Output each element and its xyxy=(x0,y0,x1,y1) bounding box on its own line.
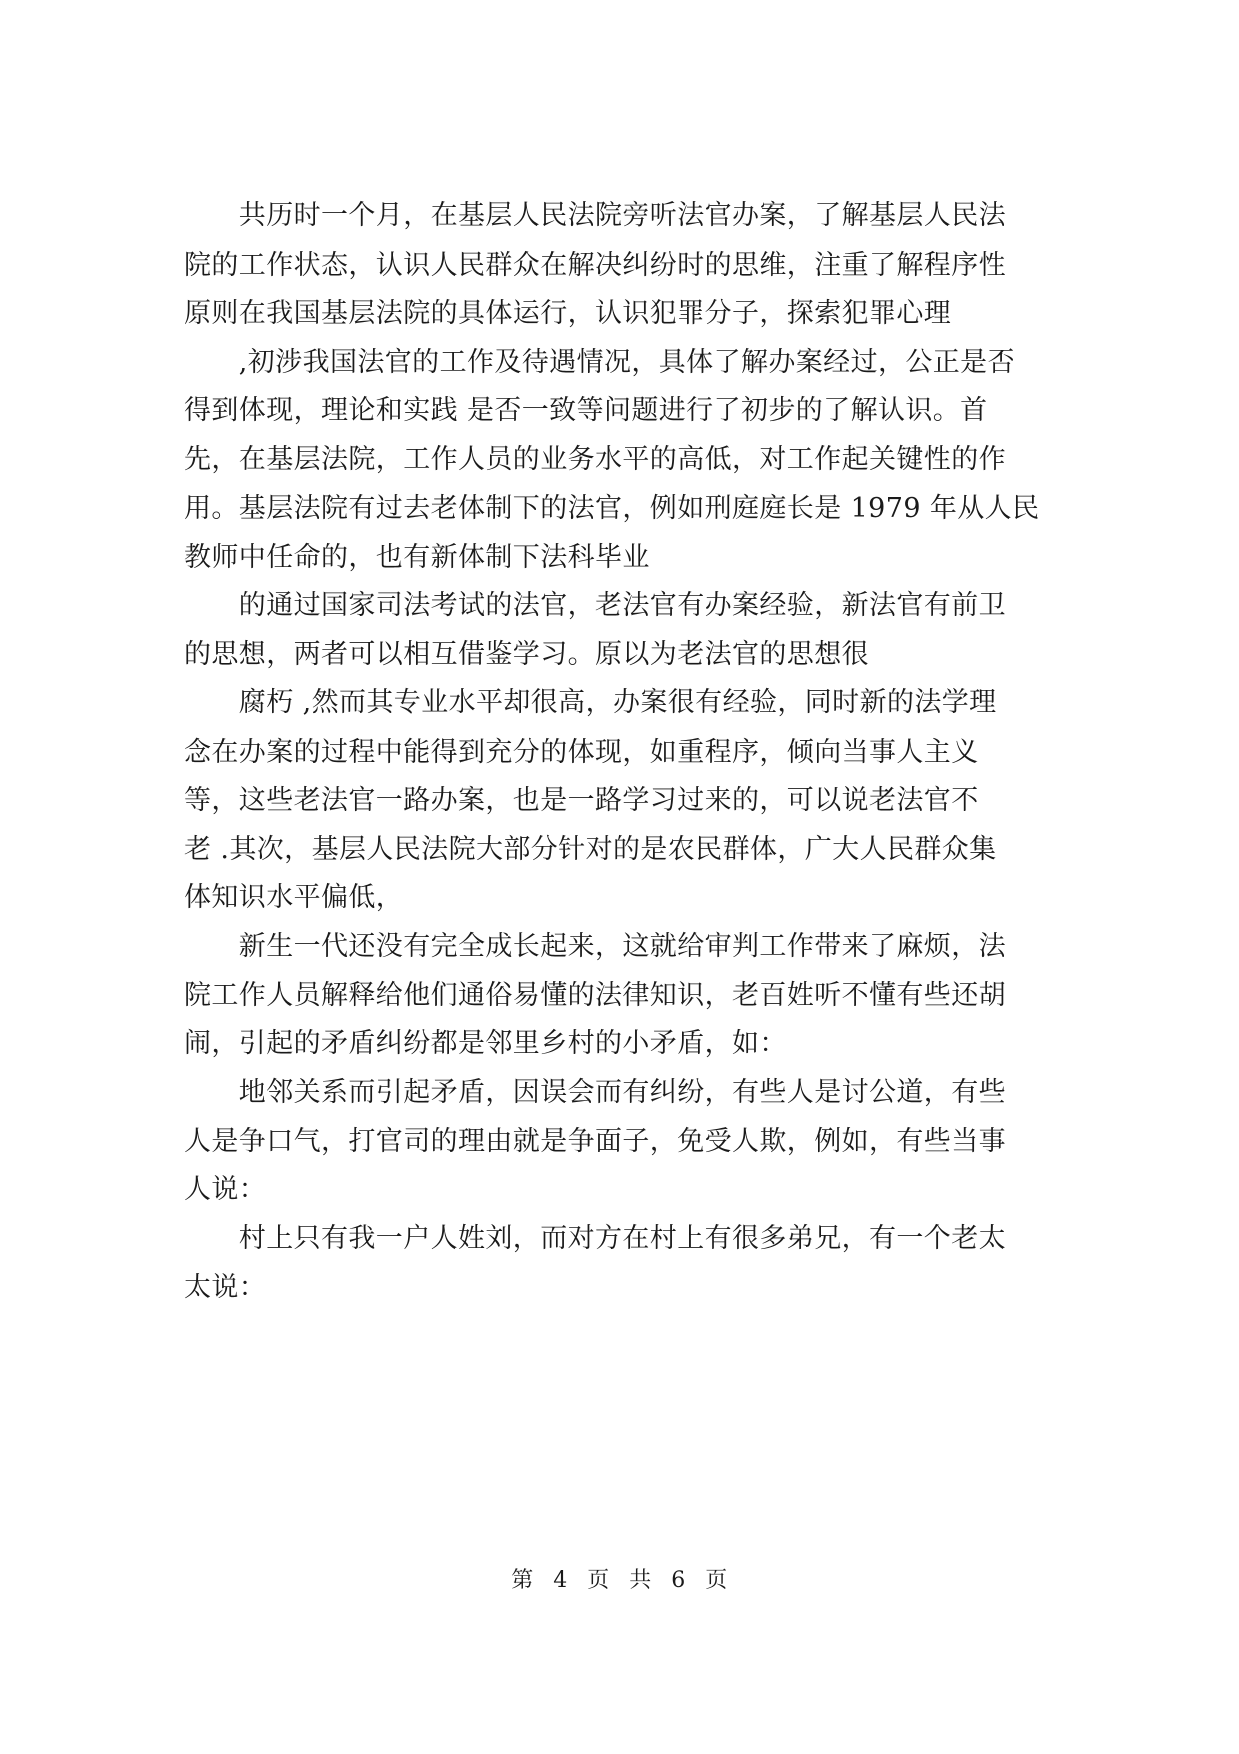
text-line: 原则在我国基层法院的具体运行，认识犯罪分子，探索犯罪心理 xyxy=(184,298,952,329)
text-line: 念在办案的过程中能得到充分的体现，如重程序，倾向当事人主义 xyxy=(184,737,979,768)
text-line: 的通过国家司法考试的法官，老法官有办案经验，新法官有前卫 xyxy=(184,590,1006,621)
text-line: 体知识水平偏低， xyxy=(184,882,404,913)
text-line: 人是争口气，打官司的理由就是争面子，免受人欺，例如，有些当事 xyxy=(184,1126,1006,1157)
text-line: 院的工作状态，认识人民群众在解决纠纷时的思维，注重了解程序性 xyxy=(184,250,1006,281)
page-number-footer: 第 4 页 共 6 页 xyxy=(511,1568,728,1593)
text-line: 地邻关系而引起矛盾，因误会而有纠纷，有些人是讨公道，有些 xyxy=(184,1077,1006,1108)
text-line: ,初涉我国法官的工作及待遇情况，具体了解办案经过，公正是否 xyxy=(184,347,1015,378)
text-line: 太说： xyxy=(184,1272,267,1303)
text-line: 等，这些老法官一路办案，也是一路学习过来的，可以说老法官不 xyxy=(184,785,979,816)
text-line: 共历时一个月，在基层人民法院旁听法官办案，了解基层人民法 xyxy=(184,200,1006,231)
text-line: 教师中任命的，也有新体制下法科毕业 xyxy=(184,542,650,573)
text-line: 院工作人员解释给他们通俗易懂的法律知识，老百姓听不懂有些还胡 xyxy=(184,980,1006,1011)
text-line: 村上只有我一户人姓刘，而对方在村上有很多弟兄，有一个老太 xyxy=(184,1223,1006,1254)
text-line: 新生一代还没有完全成长起来，这就给审判工作带来了麻烦，法 xyxy=(184,931,1006,962)
text-line: 闹，引起的矛盾纠纷都是邻里乡村的小矛盾，如： xyxy=(184,1028,787,1059)
text-line: 老 .其次，基层人民法院大部分针对的是农民群体，广大人民群众集 xyxy=(184,834,997,865)
text-line: 得到体现，理论和实践 是否一致等问题进行了初步的了解认识。首 xyxy=(184,395,988,426)
text-line: 腐朽 ,然而其专业水平却很高，办案很有经验，同时新的法学理 xyxy=(184,687,997,718)
text-line: 的思想，两者可以相互借鉴学习。原以为老法官的思想很 xyxy=(184,639,869,670)
text-line: 先，在基层法院，工作人员的业务水平的高低，对工作起关键性的作 xyxy=(184,444,1006,475)
text-line: 人说： xyxy=(184,1174,267,1205)
text-line: 用。基层法院有过去老体制下的法官，例如刑庭庭长是 1979 年从人民 xyxy=(184,493,1040,524)
